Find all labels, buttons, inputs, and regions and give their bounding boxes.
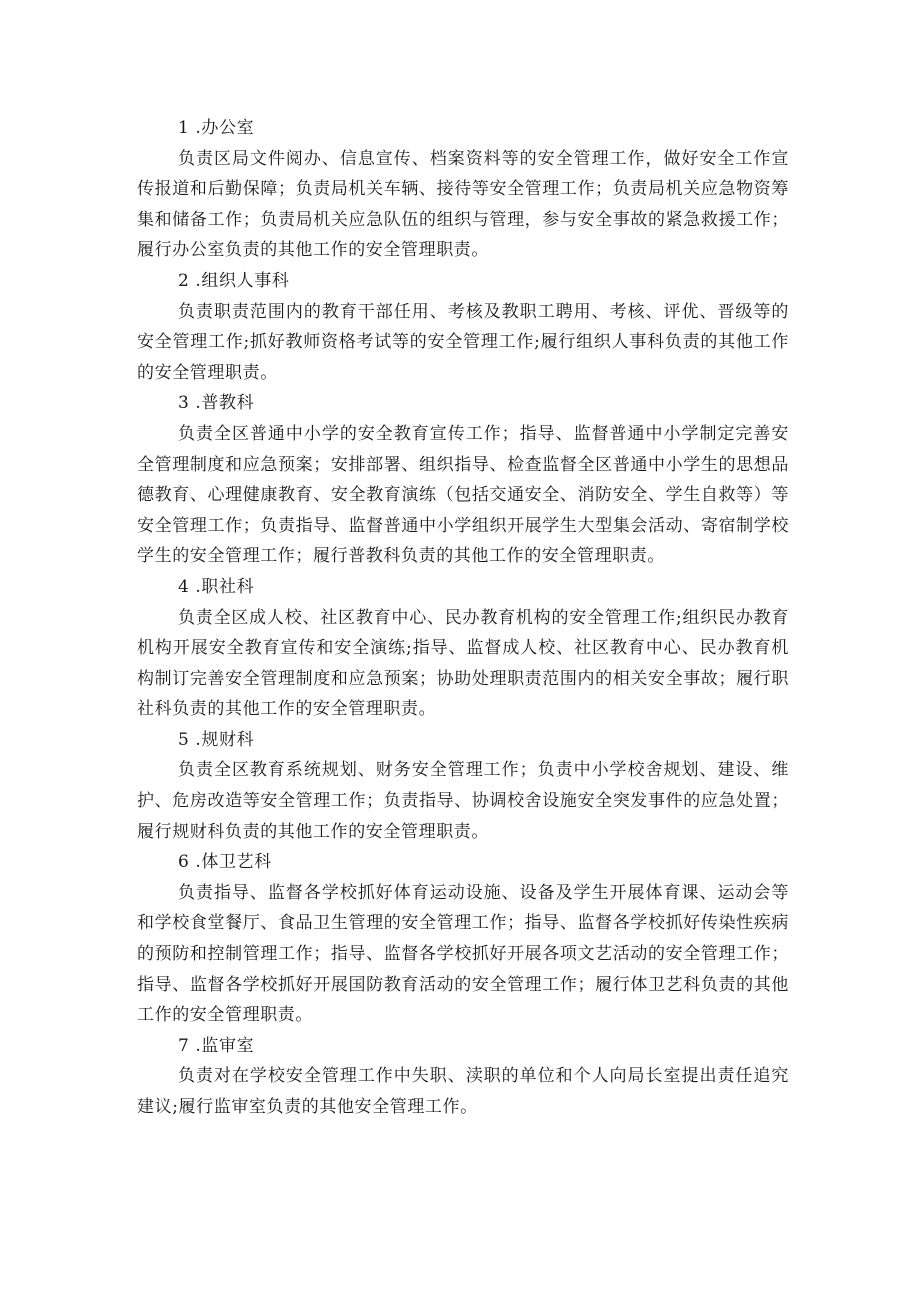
section-personnel	[137, 266, 789, 388]
document-page	[137, 113, 789, 1123]
section-body: 负责全区教育系统规划、财务安全管理工作；负责中小学校舍规划、建设、维护、危房改造等安全管理工作；负责指导、协调校舍设施安全突发事件的应急处置；履行规财科负责的其他工作的安全管理职责。	[137, 760, 789, 842]
section-title: 4 .职社科	[178, 576, 255, 597]
section-title: 3 .普教科	[178, 393, 255, 414]
section-vocational-community	[137, 572, 789, 725]
section-title: 6 .体卫艺科	[178, 852, 272, 873]
section-planning-finance	[137, 725, 789, 847]
section-title: 1 .办公室	[178, 118, 255, 138]
section-sports-health-arts	[137, 847, 789, 1031]
section-title: 7 .监审室	[178, 1035, 255, 1056]
section-body: 负责全区普通中小学的安全教育宣传工作；指导、监督普通中小学制定完善安全管理制度和应急预案；安排部署、组织指导、检查监督全区普通中小学生的思想品德教育、心理健康教育、安全教育演练（包括交通安全、消防安全、学生自救等）等安全管理工作；负责指导、监督普通中小学组织开展学生大型集会活动、寄宿制学校学生的安全管理工作；履行普教科负责的其他工作的安全管理职责。	[137, 423, 789, 567]
section-office	[137, 113, 789, 266]
section-supervision-audit	[137, 1031, 789, 1123]
section-body: 负责区局文件阅办、信息宣传、档案资料等的安全管理工作，做好安全工作宣传报道和后勤保障；负责局机关车辆、接待等安全管理工作；负责局机关应急物资筹集和储备工作；负责局机关应急队伍的组织与管理，参与安全事故的紧急救援工作；履行办公室负责的其他工作的安全管理职责。	[137, 148, 789, 261]
section-title: 2 .组织人事科	[178, 270, 290, 291]
section-general-education	[137, 388, 789, 572]
section-body: 负责对在学校安全管理工作中失职、渎职的单位和个人向局长室提出责任追究建议;履行监审室负责的其他安全管理工作。	[137, 1066, 789, 1117]
section-title: 5 .规财科	[178, 729, 255, 750]
section-body: 负责职责范围内的教育干部任用、考核及教职工聘用、考核、评优、晋级等的安全管理工作;抓好教师资格考试等的安全管理工作;履行组织人事科负责的其他工作的安全管理职责。	[137, 301, 789, 383]
section-body: 负责全区成人校、社区教育中心、民办教育机构的安全管理工作;组织民办教育机构开展安全教育宣传和安全演练;指导、监督成人校、社区教育中心、民办教育机构制订完善安全管理制度和应急预案；协助处理职责范围内的相关安全事故；履行职社科负责的其他工作的安全管理职责。	[137, 607, 789, 720]
section-body: 负责指导、监督各学校抓好体育运动设施、设备及学生开展体育课、运动会等和学校食堂餐厅、食品卫生管理的安全管理工作；指导、监督各学校抓好传染性疾病的预防和控制管理工作；指导、监督各学校抓好开展各项文艺活动的安全管理工作；指导、监督各学校抓好开展国防教育活动的安全管理工作；履行体卫艺科负责的其他工作的安全管理职责。	[137, 882, 789, 1026]
